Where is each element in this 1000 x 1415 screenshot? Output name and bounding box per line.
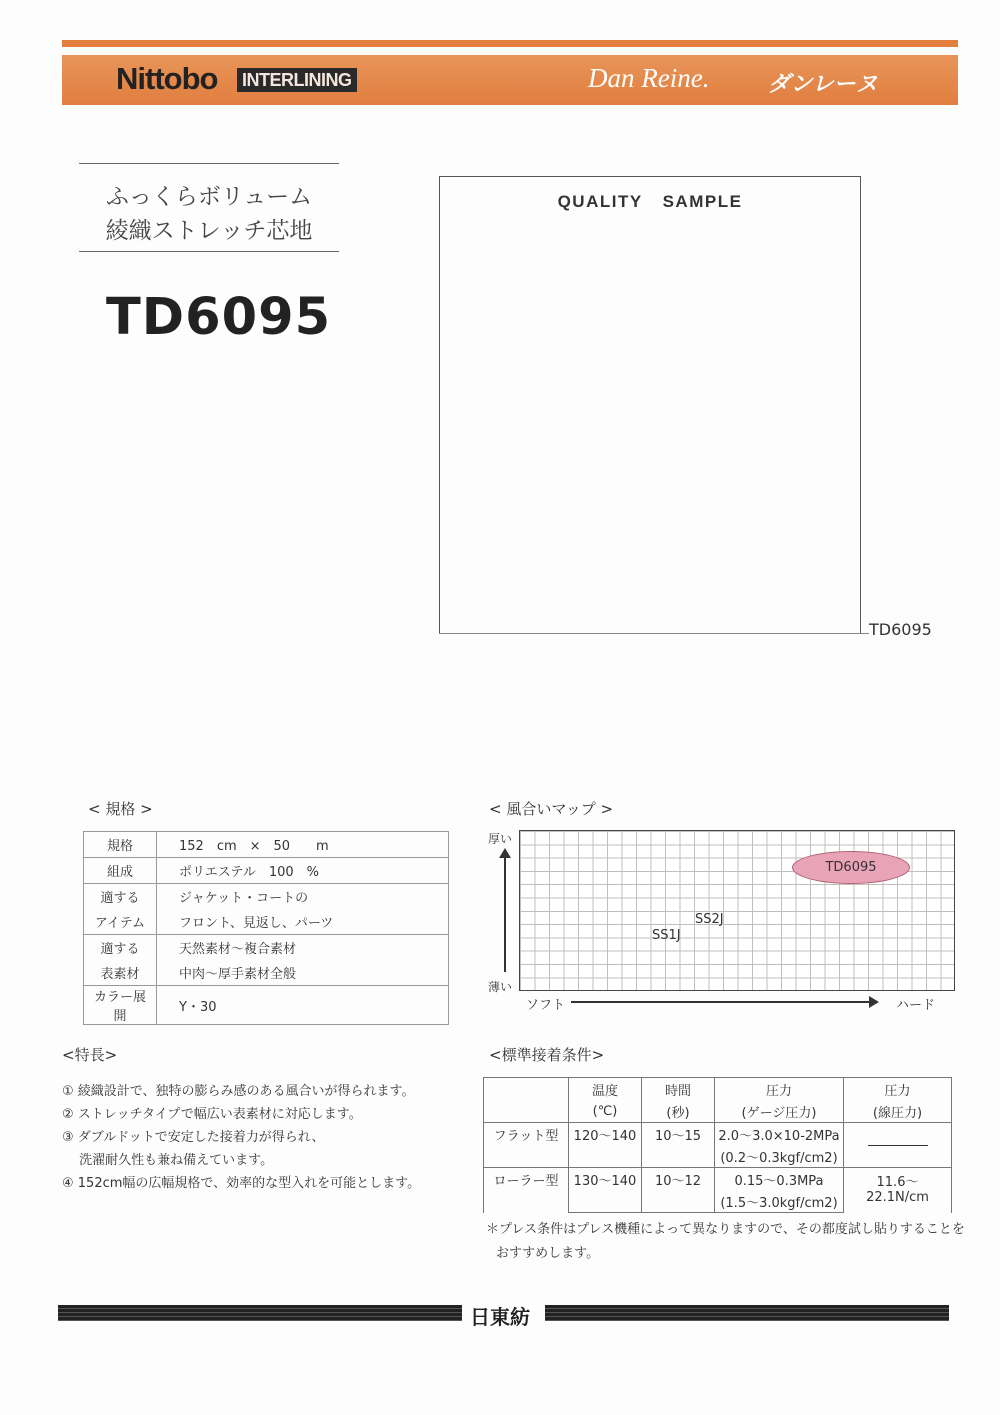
table-row xyxy=(484,1168,952,1191)
feature-item: ① 綾織設計で、独特の膨らみ感のある風合いが得られます。 xyxy=(62,1084,415,1099)
spec-value: ポリエステル 100 % xyxy=(157,858,449,884)
map-heading: < 風合いマップ > xyxy=(489,800,614,818)
press-heading: <標準接着条件> xyxy=(489,1046,605,1064)
spec-value: 152 cm × 50 m xyxy=(157,832,449,858)
quality-sample-title: QUALITY SAMPLE xyxy=(557,192,743,211)
map-y-top-label: 厚い xyxy=(488,832,513,846)
feature-item: 洗濯耐久性も兼ね備えています。 xyxy=(62,1153,274,1168)
press-pressure: 0.15～0.3MPa xyxy=(715,1168,844,1191)
table-row xyxy=(84,909,449,935)
column-header: 圧力 xyxy=(844,1078,952,1101)
column-unit: (秒) xyxy=(642,1100,715,1123)
table-row xyxy=(84,960,449,986)
header-top-line xyxy=(62,40,958,47)
table-row xyxy=(84,832,449,858)
spec-value: 天然素材～複合素材 xyxy=(157,935,449,961)
press-temp: 120～140 xyxy=(569,1123,642,1146)
press-time: 10～15 xyxy=(642,1123,715,1146)
press-type: ローラー型 xyxy=(484,1168,569,1213)
spec-label: カラー展開 xyxy=(84,986,157,1025)
press-note-line-1: ＊プレス条件はプレス機種によって異なりますので、その都度試し貼りすることを xyxy=(486,1222,965,1237)
map-product-ss1j: SS1J xyxy=(652,928,681,943)
map-y-bottom-label: 薄い xyxy=(488,980,513,994)
press-pressure-kgf: (1.5～3.0kgf/cm2) xyxy=(715,1190,844,1213)
spec-label: 適する xyxy=(84,935,157,961)
not-applicable-dash xyxy=(868,1145,928,1146)
sample-bottom-line xyxy=(439,633,869,634)
product-tagline-2: 綾織ストレッチ芯地 xyxy=(105,218,313,244)
press-corner-cell xyxy=(484,1078,569,1101)
features-heading: <特長> xyxy=(62,1046,118,1064)
product-tagline-1: ふっくらボリューム xyxy=(105,184,313,210)
map-product-ss2j: SS2J xyxy=(695,912,724,927)
feature-item: ③ ダブルドットで安定した接着力が得られ、 xyxy=(62,1130,325,1145)
x-arrow-line xyxy=(571,1001,871,1003)
press-time-cont xyxy=(642,1190,715,1213)
column-header: 圧力 xyxy=(715,1078,844,1101)
spec-heading: < 規格 > xyxy=(88,800,153,818)
spec-label: アイテム xyxy=(84,909,157,935)
press-corner-cell xyxy=(484,1100,569,1123)
map-x-left-label: ソフト xyxy=(526,998,566,1013)
y-arrow-line xyxy=(504,856,506,972)
title-rule-top xyxy=(79,163,339,164)
press-line-pressure xyxy=(844,1123,952,1168)
column-unit: (℃) xyxy=(569,1100,642,1123)
table-row xyxy=(484,1100,952,1123)
press-time-cont xyxy=(642,1145,715,1168)
x-arrow-head xyxy=(869,996,879,1008)
footer-bar-left xyxy=(58,1305,462,1321)
feature-item: ④ 152cm幅の広幅規格で、効率的な型入れを可能とします。 xyxy=(62,1176,421,1191)
brand-tag: INTERLINING xyxy=(237,68,357,92)
spec-value: フロント、見返し、パーツ xyxy=(157,909,449,935)
spec-value: ジャケット・コートの xyxy=(157,884,449,910)
column-header: 時間 xyxy=(642,1078,715,1101)
press-note-line-2: おすすめします。 xyxy=(496,1246,600,1261)
footer-company: 日東紡 xyxy=(470,1305,530,1329)
spec-label: 組成 xyxy=(84,858,157,884)
column-unit: (線圧力) xyxy=(844,1100,952,1123)
series-kana: ダンレーヌ xyxy=(768,72,878,97)
table-row xyxy=(84,884,449,910)
press-pressure: 2.0～3.0×10-2MPa xyxy=(715,1123,844,1146)
spec-label: 表素材 xyxy=(84,960,157,986)
press-temp-cont xyxy=(569,1145,642,1168)
press-pressure-kgf: (0.2～0.3kgf/cm2) xyxy=(715,1145,844,1168)
title-rule-bottom xyxy=(79,251,339,252)
brand-logo: Nittobo xyxy=(116,61,218,96)
press-type: フラット型 xyxy=(484,1123,569,1168)
table-row xyxy=(484,1078,952,1101)
header-band xyxy=(62,55,958,105)
table-row xyxy=(484,1123,952,1146)
footer-bar-right xyxy=(545,1305,949,1321)
spec-label: 適する xyxy=(84,884,157,910)
spec-label: 規格 xyxy=(84,832,157,858)
quality-sample-box xyxy=(439,176,861,634)
press-temp: 130～140 xyxy=(569,1168,642,1191)
feature-item: ② ストレッチタイプで幅広い表素材に対応します。 xyxy=(62,1107,362,1122)
column-unit: (ゲージ圧力) xyxy=(715,1100,844,1123)
map-x-right-label: ハード xyxy=(896,998,936,1013)
press-line-pressure: 11.6～22.1N/cm xyxy=(844,1168,952,1213)
table-row xyxy=(84,858,449,884)
column-header: 温度 xyxy=(569,1078,642,1101)
table-row xyxy=(84,935,449,961)
product-code: TD6095 xyxy=(106,288,332,347)
table-row xyxy=(84,986,449,1025)
press-time: 10～12 xyxy=(642,1168,715,1191)
spec-value: Y・30 xyxy=(157,986,449,1025)
series-name: Dan Reine. xyxy=(588,63,710,93)
press-conditions-table xyxy=(483,1077,952,1213)
map-product-td6095: TD6095 xyxy=(792,851,910,884)
sample-code-label: TD6095 xyxy=(869,620,932,639)
spec-value: 中肉～厚手素材全般 xyxy=(157,960,449,986)
press-temp-cont xyxy=(569,1190,642,1213)
spec-table xyxy=(83,831,449,1025)
